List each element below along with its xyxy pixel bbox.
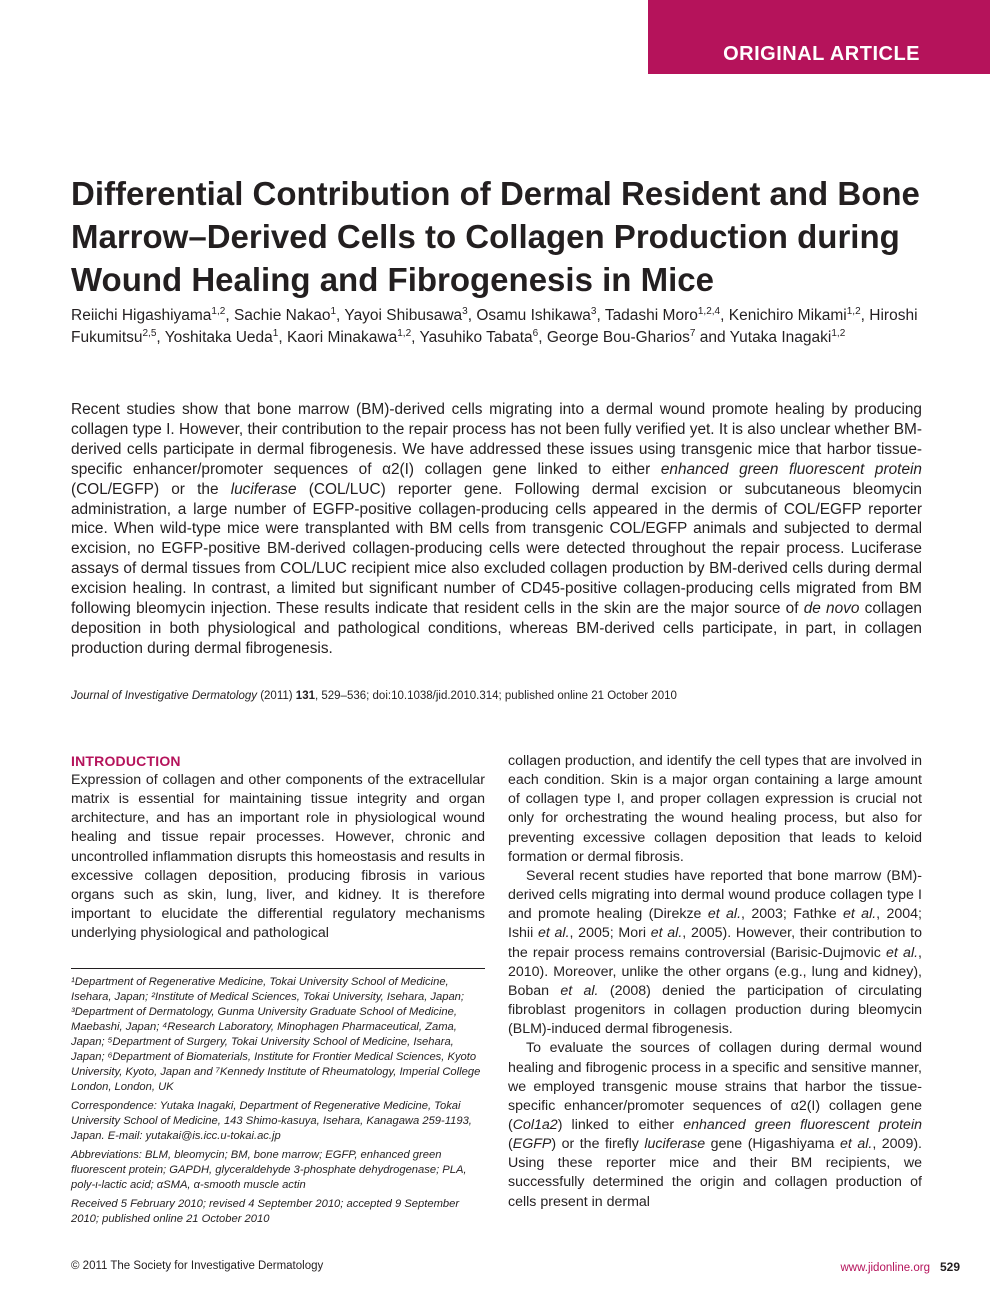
abbreviations-footnote: Abbreviations: BLM, bleomycin; BM, bone marrow; EGFP, enhanced green fluorescent protein; GAPDH, glyceraldehyde 3-phosphate dehydrogenase; PLA, poly-ι-lactic acid; αSMA, α-smooth muscle actin: [71, 1149, 467, 1191]
author-name: Sachie Nakao: [233, 307, 331, 324]
author-name: George Bou-Gharios: [546, 329, 690, 346]
correspondence-footnote: Correspondence: Yutaka Inagaki, Department of Regenerative Medicine, Tokai University School of Medicine, 143 Shimo-kasuya, Isehara, Kanagawa 259-1193, Japan. E-mail: yutakai@is.icc.u-tokai.ac.jp: [71, 1100, 472, 1142]
page-number: 529: [939, 1260, 960, 1274]
article-type-label: ORIGINAL ARTICLE: [723, 43, 920, 65]
affiliations-footnote: ¹Department of Regenerative Medicine, Tokai University School of Medicine, Isehara, Japan; ²Institute of Medical Sciences, Tokai University, Isehara, Japan; ³Department of Dermatology, Gunma University Graduate School of Medicine, Maebashi, Japan; ⁴Research Laboratory, Minophagen Pharmaceutical, Zama, Japan; ⁵Department of Surgery, Tokai University School of Medicine, Isehara, Japan; ⁶Department of Biomaterials, Institute for Frontier Medical Sciences, Kyoto University, Kyoto, Japan and ⁷Kennedy Institute of Rheumatology, Imperial College London, London, UK: [71, 976, 481, 1093]
abstract-text: Recent studies show that bone marrow (BM)-derived cells migrating into a dermal wound promote healing by producing collagen type I. However, their contribution to the repair process has not been fully verified yet. It is also unclear whether BM-derived cells participate in dermal fibrogenesis. We have addressed these issues using transgenic mice that harbor tissue-specific enhancer/promoter sequences of α2(I) collagen gene linked to either: [71, 401, 922, 478]
body-paragraph: Several recent studies have reported that bone marrow (BM)-derived cells migrating into dermal wound produce collagen type I and promote healing (Direkze et al., 2003; Fathke et al., 2004; Ishii et al., 2005; Mori et al., 2005). However, their contribution to the repair process remains controversial (Barisic-Dujmovic et al., 2010). Moreover, unlike the other organs (e.g., lung and kidney), Boban et al. (2008) denied the participation of circulating fibroblast progenitors in collagen production during bleomycin (BLM)-induced dermal fibrogenesis.: [508, 867, 923, 1038]
author-affiliation: 1: [330, 305, 337, 317]
author-name: Yutaka Inagaki: [729, 329, 832, 346]
author-separator: ,: [336, 307, 345, 324]
author-name: Reiichi Higashiyama: [71, 307, 212, 324]
author-affiliation: 1,2: [397, 327, 412, 339]
author-affiliation: 1,2: [831, 327, 846, 339]
author-separator: ,: [278, 329, 287, 346]
received-footnote: Received 5 February 2010; revised 4 September 2010; accepted 9 September 2010; published online 21 October 2010: [71, 1198, 460, 1225]
abstract-italic-term: luciferase: [230, 480, 297, 498]
article-title: Differential Contribution of Dermal Resident and Bone Marrow–Derived Cells to Collagen Production during Wound Healing and Fibrogenesis in Mice: [71, 175, 920, 298]
abstract-italic-term: de novo: [803, 600, 860, 618]
abstract-text: (COL/LUC) reporter gene. Following dermal excision or subcutaneous bleomycin administration, a large number of EGFP-positive collagen-producing cells appeared in the dermis of COL/EGFP reporter mice. When wild-type mice were transplanted with BM cells from transgenic COL/EGFP animals and subjected to dermal excision, no EGFP-positive BM-derived collagen-producing cells were detected throughout the repair process. Luciferase assays of dermal tissues from COL/LUC recipient mice also excluded collagen production by BM-derived cells during dermal excision healing. In contrast, a limited but significant number of CD45-positive collagen-producing cells migrated from BM following bleomycin injection. These results indicate that resident cells in the skin are the major source of: [71, 480, 922, 618]
author-affiliation: 1: [272, 327, 279, 339]
copyright-line: © 2011 The Society for Investigative Dermatology: [71, 1260, 324, 1272]
page-footer: [840, 1260, 960, 1274]
author-separator: ,: [411, 329, 420, 346]
footnote-divider: [71, 968, 485, 969]
author-name: Yayoi Shibusawa: [344, 307, 463, 324]
abstract-italic-term: enhanced green fluorescent protein: [660, 460, 922, 478]
left-column: [71, 752, 485, 943]
body-paragraph: Expression of collagen and other components of the extracellular matrix is essential for maintaining tissue integrity and organ architecture, and has an important role in physiological wound healing and tissue repair processes. However, chronic and uncontrolled inflammation disrupts this homeostasis and results in excessive collagen deposition, producing fibrosis in various organs such as skin, lung, liver, and kidney. It is therefore important to elucidate the differential regulatory mechanisms underlying physiological and pathological: [71, 772, 485, 942]
abstract-text: (COL/EGFP) or the: [71, 480, 231, 498]
author-affiliation: 1,2: [211, 305, 226, 317]
article-type-banner: [648, 0, 990, 74]
citation-year: (2011): [257, 690, 296, 702]
author-list: [71, 305, 931, 349]
author-separator: ,: [860, 307, 870, 324]
citation-details: , 529–536; doi:10.1038/jid.2010.314; published online 21 October 2010: [314, 690, 677, 702]
author-name: Kaori Minakawa: [286, 329, 398, 346]
author-affiliation: 3: [590, 305, 597, 317]
body-paragraph: collagen production, and identify the cell types that are involved in each condition. Skin is a major organ containing a large amount of collagen type I, and proper collagen expression is crucial not only for orchestrating the wound healing process, but also for preventing excessive collagen deposition that leads to keloid formation or dermal fibrosis.: [508, 753, 922, 865]
author-name: Tadashi Moro: [604, 307, 698, 324]
journal-name: Journal of Investigative Dermatology: [71, 690, 258, 702]
author-separator: ,: [156, 329, 165, 346]
author-name: Kenichiro Mikami: [728, 307, 847, 324]
author-affiliation: 2,5: [142, 327, 157, 339]
author-affiliation: 1,2: [846, 305, 861, 317]
author-affiliation: 3: [462, 305, 468, 317]
author-name: Hiroshi Fukumitsu: [71, 307, 918, 346]
footnotes: [71, 975, 485, 1231]
author-affiliation: 6: [532, 327, 539, 339]
author-affiliation: 1,2,4: [697, 305, 721, 317]
author-name: Yoshitaka Ueda: [164, 329, 273, 346]
author-affiliation: 7: [689, 327, 696, 339]
author-separator: ,: [596, 307, 605, 324]
abstract-text: collagen deposition in both physiological and pathological conditions, whereas BM-derived cells participate, in part, in collagen production during dermal fibrogenesis.: [71, 600, 922, 657]
right-column: [508, 752, 922, 1212]
abstract: [71, 400, 922, 659]
author-separator: ,: [225, 307, 234, 324]
author-separator: ,: [538, 329, 547, 346]
author-separator: ,: [720, 307, 729, 324]
author-separator: ,: [467, 307, 477, 324]
body-paragraph: To evaluate the sources of collagen during dermal wound healing and fibrogenic process in a specific and sensitive manner, we employed transgenic mouse strains that harbor the tissue-specific enhancer/promoter sequences of α2(I) collagen gene (Col1a2) linked to either enhanced green fluorescent protein (EGFP) or the firefly luciferase gene (Higashiyama et al., 2009). Using these reporter mice and their BM recipients, we successfully determined the origin and collagen production of cells present in dermal: [508, 1040, 922, 1210]
citation-volume: 131: [295, 690, 315, 702]
author-name: Yasuhiko Tabata: [419, 329, 533, 346]
author-name: Osamu Ishikawa: [476, 307, 591, 324]
journal-url-link[interactable]: www.jidonline.org: [840, 1262, 930, 1274]
author-separator: and: [695, 329, 730, 346]
section-heading-introduction: INTRODUCTION: [71, 753, 181, 769]
citation-line: [71, 688, 931, 704]
